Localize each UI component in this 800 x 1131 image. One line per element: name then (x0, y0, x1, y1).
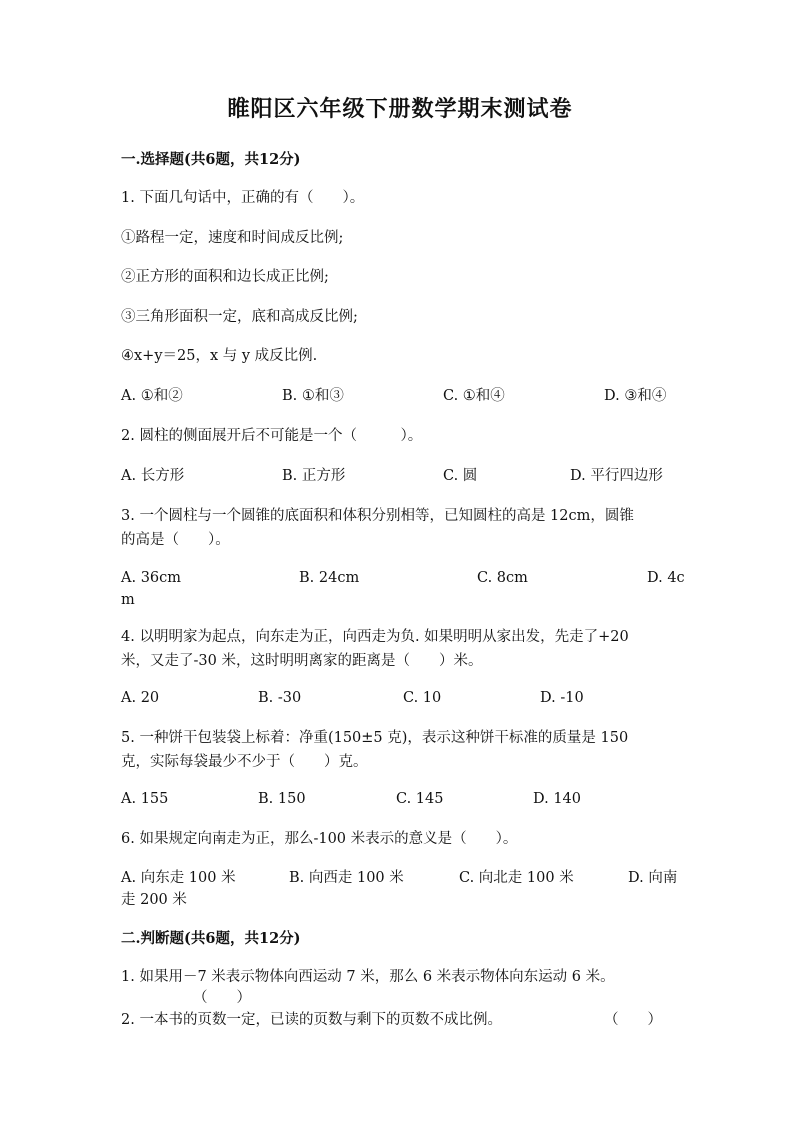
question-3-stem-line-1: 3. 一个圆柱与一个圆锥的底面积和体积分别相等，已知圆柱的高是 12cm，圆锥 (121, 508, 634, 524)
question-4-option-a: A. 20 (121, 690, 160, 706)
question-4-option-b: B. -30 (258, 690, 302, 706)
question-1-stem: 1. 下面几句话中，正确的有（ ）。 (121, 190, 365, 206)
question-1-option-d: D. ③和④ (604, 388, 667, 404)
judgment-2-blank: （ ） (604, 1012, 662, 1028)
question-3-option-d: D. 4c (647, 570, 685, 586)
question-3-option-b: B. 24cm (299, 570, 360, 586)
question-2-option-c: C. 圆 (443, 468, 478, 484)
question-1-statement-3: ③三角形面积一定，底和高成反比例; (121, 309, 358, 325)
page-title: 睢阳区六年级下册数学期末测试卷 (227, 96, 573, 122)
question-2-stem: 2. 圆柱的侧面展开后不可能是一个（ ）。 (121, 428, 423, 444)
judgment-1-stem: 1. 如果用－7 米表示物体向西运动 7 米，那么 6 米表示物体向东运动 6 米。 (121, 969, 615, 985)
question-2-option-a: A. 长方形 (121, 468, 185, 484)
question-6-stem: 6. 如果规定向南走为正，那么-100 米表示的意义是（ ）。 (121, 831, 518, 847)
question-3-stem-line-2: 的高是（ ）。 (121, 532, 230, 548)
question-1-statement-1: ①路程一定，速度和时间成反比例; (121, 230, 344, 246)
question-1-option-c: C. ①和④ (443, 388, 505, 404)
question-1-option-b: B. ①和③ (282, 388, 344, 404)
question-5-stem-line-2: 克，实际每袋最少不少于（ ）克。 (121, 754, 368, 770)
section-heading-judgment: 二.判断题(共6题，共12分) (121, 930, 301, 947)
judgment-1-blank: （ ） (193, 990, 251, 1006)
question-5-stem-line-1: 5. 一种饼干包装袋上标着：净重(150±5 克)，表示这种饼干标准的质量是 150 (121, 730, 629, 746)
question-1-statement-4: ④x+y＝25，x 与 y 成反比例. (121, 348, 318, 364)
question-3-option-d-wrap: m (121, 592, 135, 608)
question-5-option-d: D. 140 (533, 791, 582, 807)
question-1-option-a: A. ①和② (121, 388, 183, 404)
question-1-statement-2: ②正方形的面积和边长成正比例; (121, 269, 329, 285)
question-4-stem-line-1: 4. 以明明家为起点，向东走为正，向西走为负. 如果明明从家出发，先走了+20 (121, 629, 629, 645)
question-2-option-d: D. 平行四边形 (570, 468, 663, 484)
question-6-option-a: A. 向东走 100 米 (121, 870, 236, 886)
question-4-option-d: D. -10 (540, 690, 584, 706)
question-4-stem-line-2: 米，又走了-30 米，这时明明离家的距离是（ ）米。 (121, 653, 483, 669)
judgment-2-stem: 2. 一本书的页数一定，已读的页数与剩下的页数不成比例。 (121, 1012, 502, 1028)
question-6-option-b: B. 向西走 100 米 (289, 870, 404, 886)
question-3-option-c: C. 8cm (477, 570, 528, 586)
question-6-option-d: D. 向南 (628, 870, 678, 886)
question-2-option-b: B. 正方形 (282, 468, 346, 484)
question-5-option-c: C. 145 (396, 791, 444, 807)
question-5-option-b: B. 150 (258, 791, 306, 807)
question-6-option-c: C. 向北走 100 米 (459, 870, 574, 886)
question-4-option-c: C. 10 (403, 690, 442, 706)
question-3-option-a: A. 36cm (121, 570, 182, 586)
question-6-option-d-wrap: 走 200 米 (121, 892, 187, 908)
question-5-option-a: A. 155 (121, 791, 169, 807)
section-heading-choice: 一.选择题(共6题，共12分) (121, 151, 301, 168)
